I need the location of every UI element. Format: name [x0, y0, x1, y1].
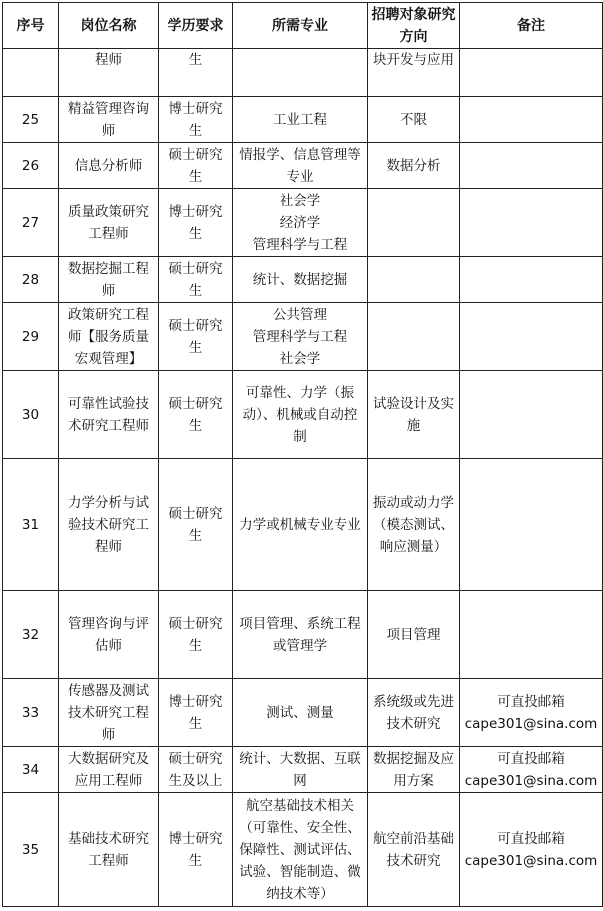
remarks: 可直投邮箱 cape301@sina.com: [460, 747, 603, 793]
research-direction: 数据分析: [368, 143, 460, 189]
row-number: 30: [3, 371, 59, 459]
education: 生: [159, 49, 233, 97]
job-title: 大数据研究及应用工程师: [59, 747, 159, 793]
header-no: 序号: [3, 3, 59, 49]
job-title: 数据挖掘工程师: [59, 257, 159, 303]
job-title: 管理咨询与评估师: [59, 591, 159, 679]
education: 博士研究生: [159, 679, 233, 747]
job-title: 传感器及测试技术研究工程师: [59, 679, 159, 747]
table-row: [3, 371, 603, 459]
header-title: 岗位名称: [59, 3, 159, 49]
table-row: [3, 97, 603, 143]
education: 硕士研究生: [159, 257, 233, 303]
table-row: [3, 459, 603, 591]
major: 公共管理 管理科学与工程 社会学: [233, 303, 368, 371]
row-number: 33: [3, 679, 59, 747]
row-number: 27: [3, 189, 59, 257]
remarks: [460, 371, 603, 459]
remarks: [460, 303, 603, 371]
remarks: [460, 97, 603, 143]
recruitment-table: [2, 2, 603, 907]
major: 统计、数据挖掘: [233, 257, 368, 303]
job-title: 信息分析师: [59, 143, 159, 189]
table-row: [3, 747, 603, 793]
major: 情报学、信息管理等专业: [233, 143, 368, 189]
job-title: 基础技术研究工程师: [59, 793, 159, 907]
education: 硕士研究生: [159, 143, 233, 189]
research-direction: 试验设计及实施: [368, 371, 460, 459]
research-direction: 不限: [368, 97, 460, 143]
row-number: 29: [3, 303, 59, 371]
education: 硕士研究生: [159, 371, 233, 459]
research-direction: 系统级或先进技术研究: [368, 679, 460, 747]
table-row: [3, 793, 603, 907]
header-edu: 学历要求: [159, 3, 233, 49]
major: 项目管理、系统工程或管理学: [233, 591, 368, 679]
header-note: 备注: [460, 3, 603, 49]
education: 博士研究生: [159, 189, 233, 257]
research-direction: 航空前沿基础技术研究: [368, 793, 460, 907]
remarks: [460, 143, 603, 189]
research-direction: 项目管理: [368, 591, 460, 679]
header-major: 所需专业: [233, 3, 368, 49]
education: 硕士研究生: [159, 303, 233, 371]
education: 硕士研究生: [159, 459, 233, 591]
education: 博士研究生: [159, 97, 233, 143]
row-number: 34: [3, 747, 59, 793]
major: 测试、测量: [233, 679, 368, 747]
remarks: [460, 257, 603, 303]
job-title: 可靠性试验技术研究工程师: [59, 371, 159, 459]
major: 力学或机械专业专业: [233, 459, 368, 591]
row-number: 28: [3, 257, 59, 303]
table-row: [3, 679, 603, 747]
major: 航空基础技术相关（可靠性、安全性、保障性、测试评估、试验、智能制造、微纳技术等）: [233, 793, 368, 907]
table-row: [3, 189, 603, 257]
header-direction: 招聘对象研究方向: [368, 3, 460, 49]
table-row: [3, 591, 603, 679]
education: 硕士研究生: [159, 591, 233, 679]
row-number: 26: [3, 143, 59, 189]
research-direction: [368, 303, 460, 371]
major: 统计、大数据、互联网: [233, 747, 368, 793]
remarks: 可直投邮箱 cape301@sina.com: [460, 679, 603, 747]
major: 社会学 经济学 管理科学与工程: [233, 189, 368, 257]
job-title: 精益管理咨询师: [59, 97, 159, 143]
remarks: 可直投邮箱 cape301@sina.com: [460, 793, 603, 907]
major: 工业工程: [233, 97, 368, 143]
research-direction: 振动或动力学（模态测试、响应测量）: [368, 459, 460, 591]
row-number: 25: [3, 97, 59, 143]
education: 博士研究生: [159, 793, 233, 907]
table-row: [3, 257, 603, 303]
research-direction: 块开发与应用: [368, 49, 460, 97]
major: 可靠性、力学（振动）、机械或自动控制: [233, 371, 368, 459]
header-row: [3, 3, 603, 49]
table-row: [3, 49, 603, 97]
table-row: [3, 303, 603, 371]
research-direction: 数据挖掘及应用方案: [368, 747, 460, 793]
job-title: 质量政策研究工程师: [59, 189, 159, 257]
table-row: [3, 143, 603, 189]
major: [233, 49, 368, 97]
row-number: 32: [3, 591, 59, 679]
remarks: [460, 189, 603, 257]
row-number: [3, 49, 59, 97]
remarks: [460, 459, 603, 591]
remarks: [460, 49, 603, 97]
job-title: 政策研究工程师【服务质量宏观管理】: [59, 303, 159, 371]
education: 硕士研究生及以上: [159, 747, 233, 793]
research-direction: [368, 189, 460, 257]
job-title: 力学分析与试验技术研究工程师: [59, 459, 159, 591]
row-number: 35: [3, 793, 59, 907]
job-title: 程师: [59, 49, 159, 97]
remarks: [460, 591, 603, 679]
row-number: 31: [3, 459, 59, 591]
research-direction: [368, 257, 460, 303]
